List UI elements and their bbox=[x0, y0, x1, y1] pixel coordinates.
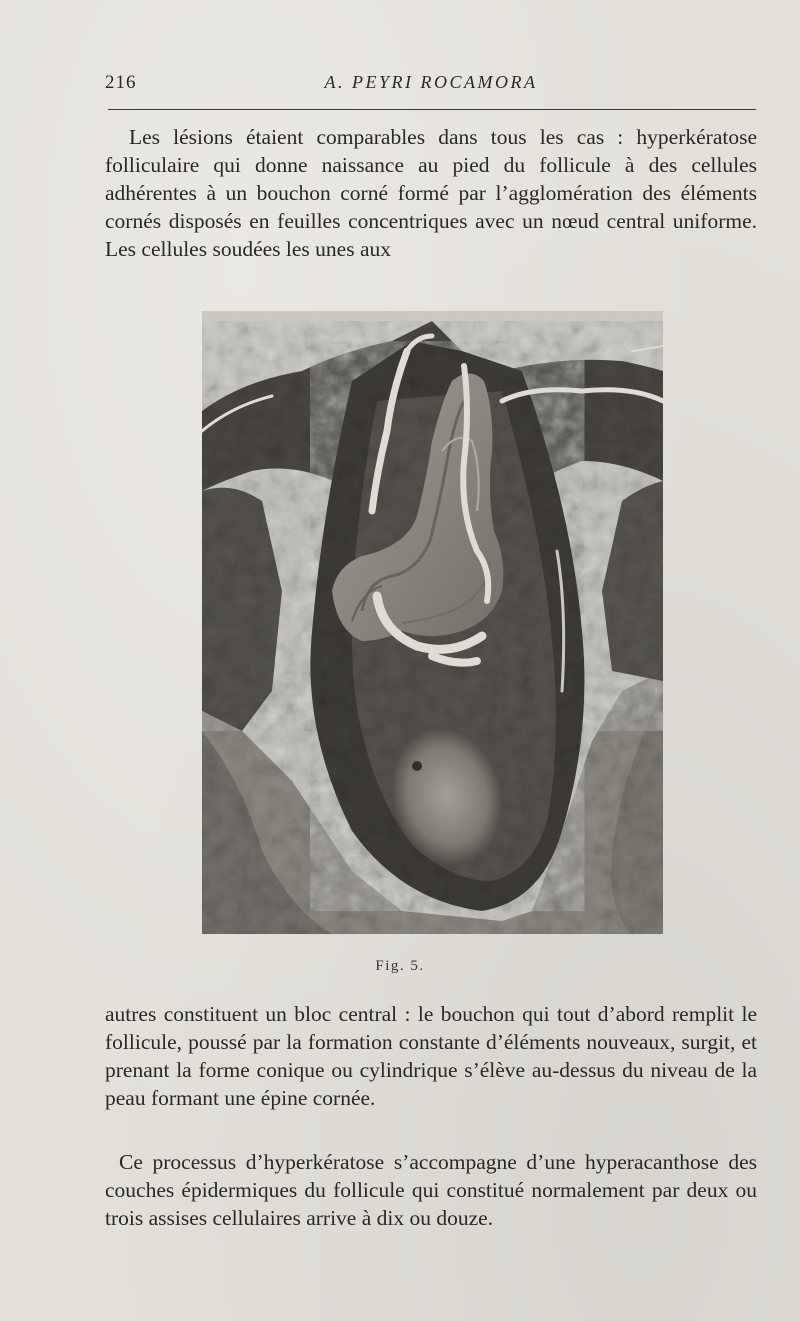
paragraph-3: Ce processus d’hyperkératose s’accompagne d’une hyperacanthose des couches épidermiques du follicule qui constitué normalement par deux ou trois assises cellulaires arrive à dix ou douze. bbox=[105, 1150, 757, 1230]
running-head-author: A. PEYRI ROCAMORA bbox=[324, 72, 538, 92]
paragraph-2: autres constituent un bloc central : le bouchon qui tout d’abord remplit le follicule, poussé par la formation constante d’éléments nouveaux, surgit, et prenant la forme conique ou cylindrique s’élève au-dessus du niveau de la peau formant une épine cornée. bbox=[105, 1002, 757, 1110]
figure-micrograph bbox=[202, 311, 663, 934]
header-rule bbox=[108, 109, 756, 110]
figure-caption: Fig. 5. bbox=[375, 958, 425, 974]
micrograph-image bbox=[202, 311, 663, 934]
page-number: 216 bbox=[105, 72, 137, 93]
running-head bbox=[105, 70, 757, 100]
paragraph-1: Les lésions étaient comparables dans tous les cas : hyperkératose folliculaire qui donne naissance au pied du follicule à des cellules adhérentes à un bouchon corné formé par l’agglomération des éléments cornés disposés en feuilles concentriques avec un nœud central uniforme. Les cellules soudées les unes aux bbox=[105, 125, 757, 261]
